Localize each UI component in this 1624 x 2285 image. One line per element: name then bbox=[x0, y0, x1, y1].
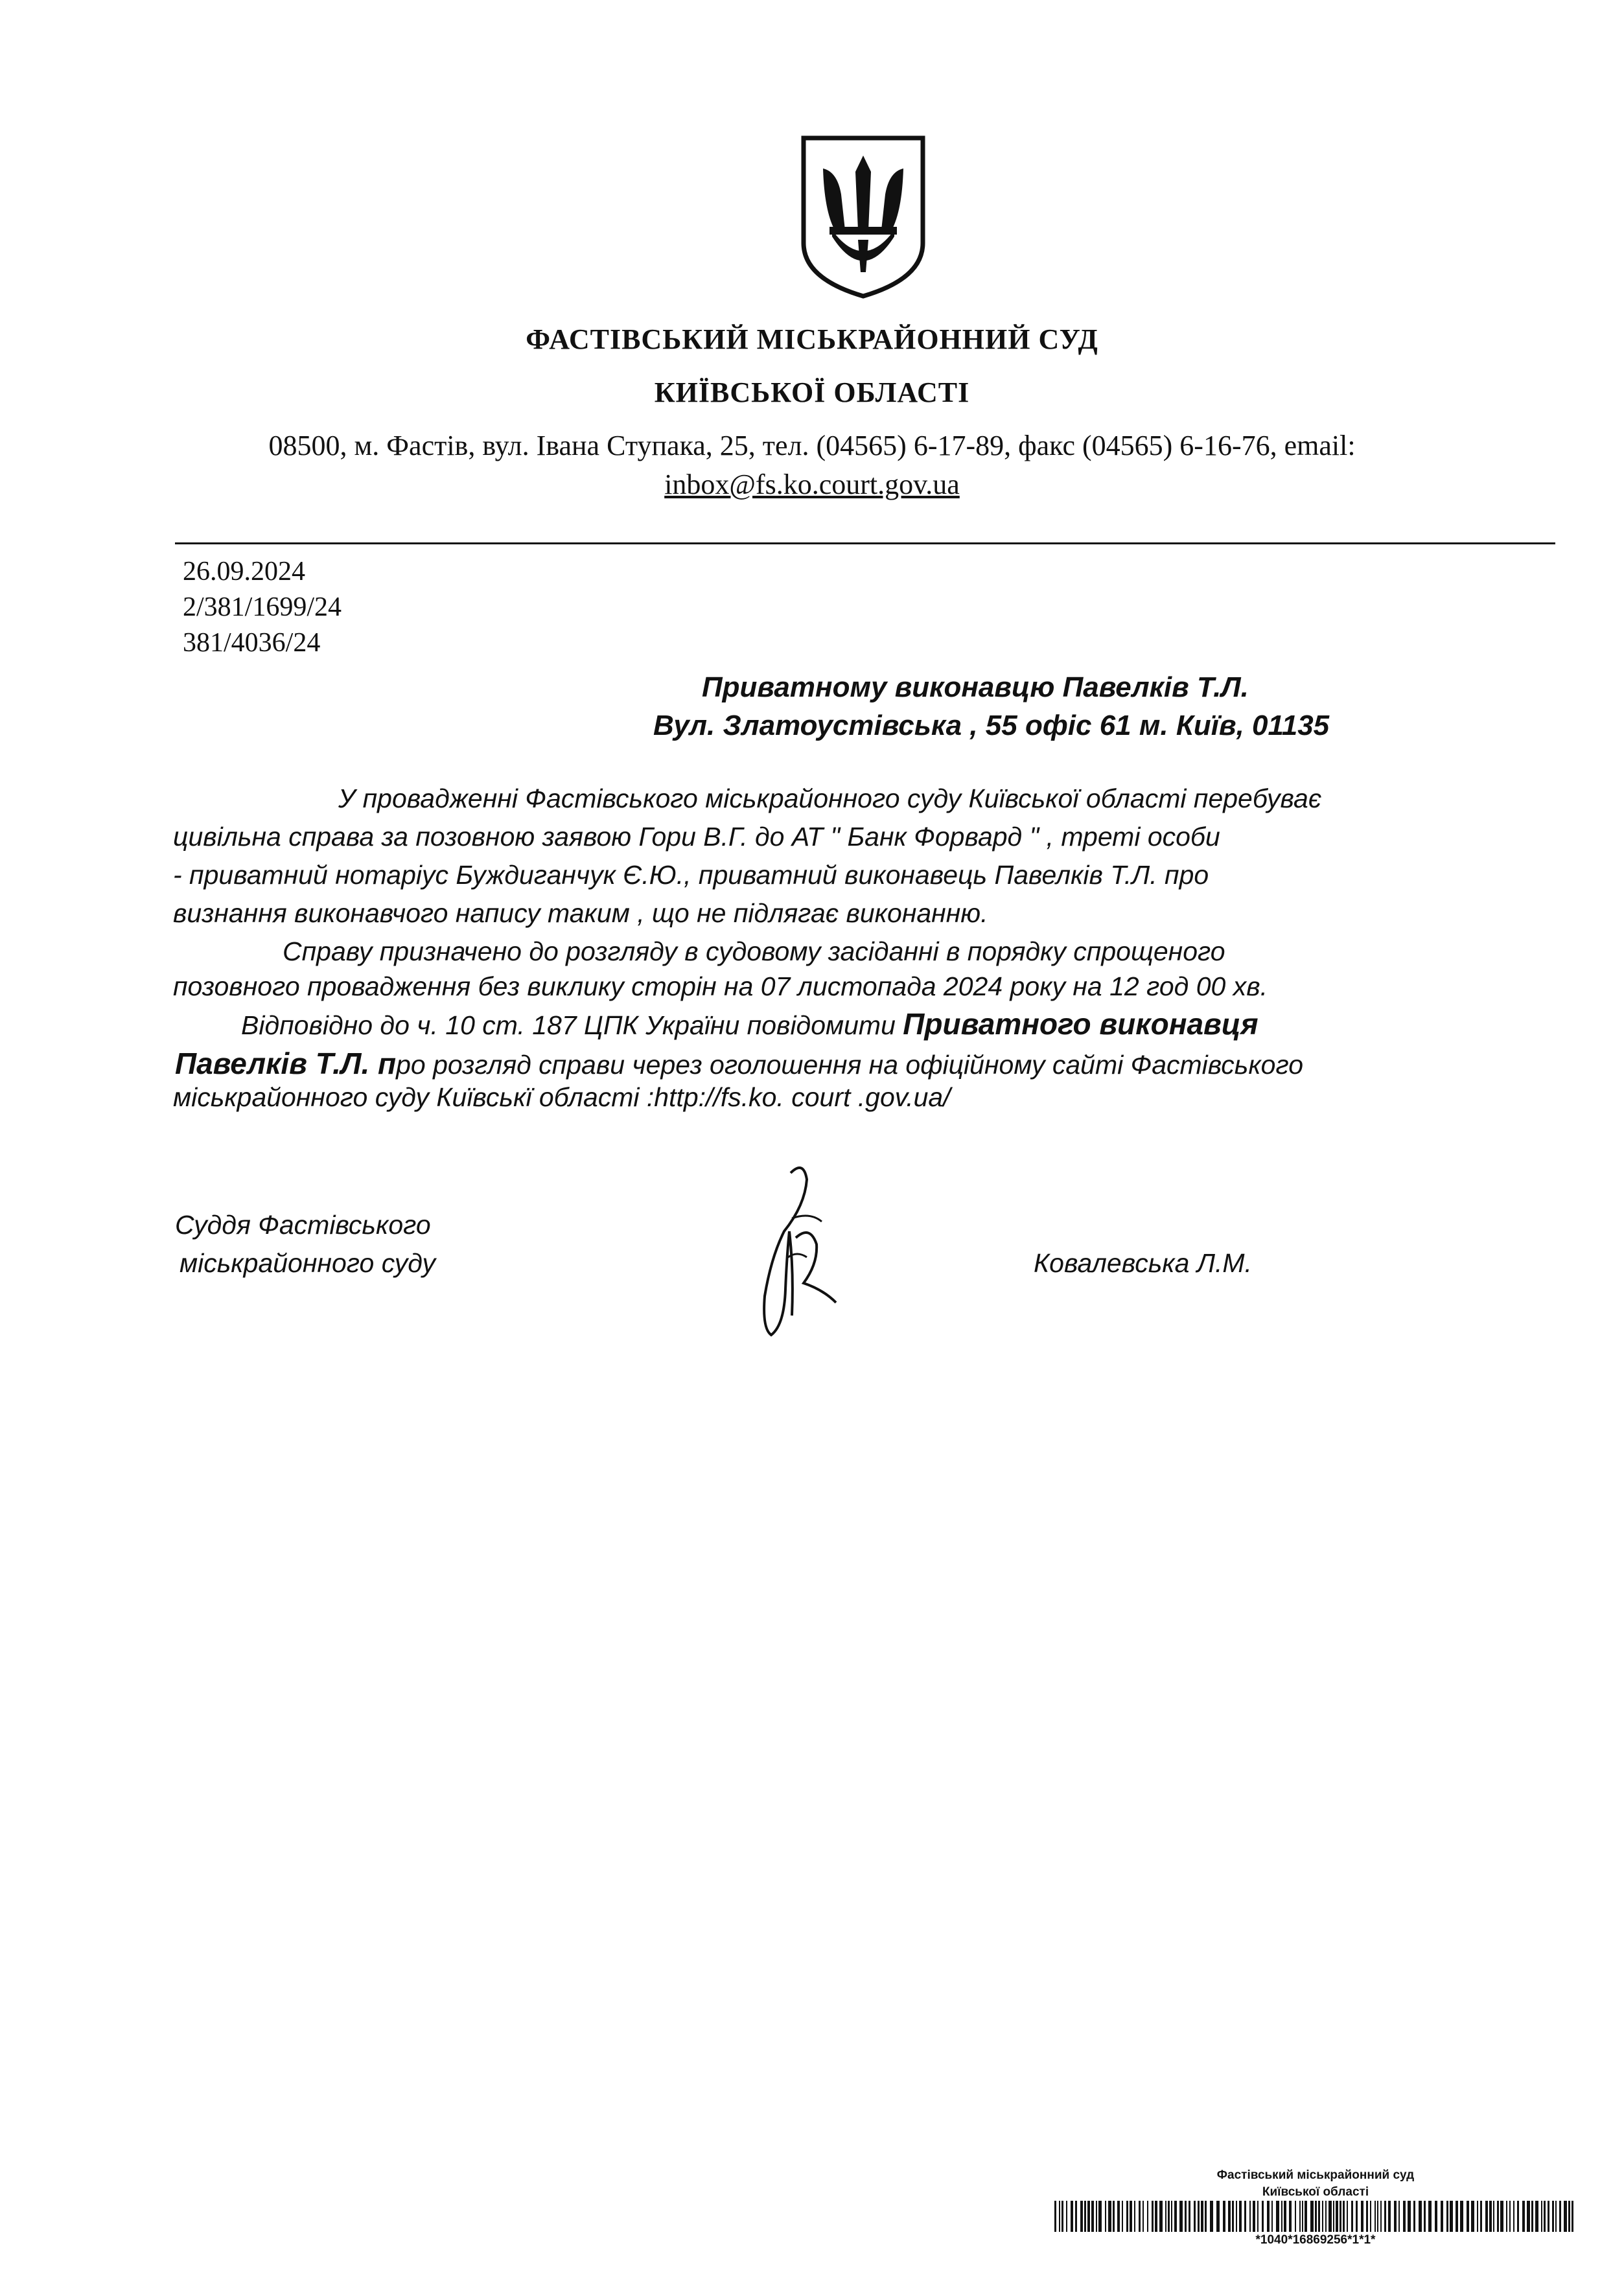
recipient-address: Вул. Златоустівська , 55 офіс 61 м. Київ, 01135 bbox=[653, 710, 1330, 741]
judge-title-line: Суддя Фастівського bbox=[175, 1210, 431, 1240]
body-text-emphasis: Павелків Т.Л. п bbox=[175, 1047, 397, 1080]
body-text-line: міськрайонного суду Київськї області :http://fs.ko. court .gov.ua/ bbox=[173, 1082, 951, 1112]
case-number: 381/4036/24 bbox=[183, 628, 321, 658]
letter-date: 26.09.2024 bbox=[183, 557, 305, 586]
barcode-number: *1040*16869256*1*1* bbox=[1255, 2233, 1376, 2247]
court-email-line bbox=[0, 468, 1624, 501]
court-address: 08500, м. Фастів, вул. Івана Ступака, 25, тел. (04565) 6-17-89, факс (04565) 6-16-76, email: bbox=[268, 430, 1356, 461]
body-text-fragment: Відповідно до ч. 10 ст. 187 ЦПК України повідомити bbox=[241, 1010, 903, 1040]
recipient-name: Приватному виконавцю Павелків Т.Л. bbox=[702, 671, 1249, 703]
coat-of-arms-emblem bbox=[798, 133, 928, 301]
outgoing-number: 2/381/1699/24 bbox=[183, 592, 342, 622]
body-text-line: - приватний нотаріус Буждиганчук Є.Ю., приватний виконавець Павелків Т.Л. про bbox=[173, 860, 1209, 890]
court-name: ФАСТІВСЬКИЙ МІСЬКРАЙОННИЙ СУД bbox=[526, 323, 1098, 355]
judge-signature bbox=[745, 1160, 855, 1348]
body-text-line: визнання виконавчого напису таким , що не підлягає виконанню. bbox=[173, 898, 988, 928]
court-email[interactable]: inbox@fs.ko.court.gov.ua bbox=[664, 469, 960, 500]
barcode bbox=[1053, 2201, 1578, 2232]
body-text-line: У провадженні Фастівського міськрайонного суду Київської області перебуває bbox=[338, 783, 1322, 813]
body-text-line bbox=[241, 1006, 1259, 1041]
body-text-emphasis: Приватного виконавця bbox=[903, 1007, 1259, 1041]
body-text-line bbox=[175, 1046, 1303, 1081]
stamp-court-name: Фастівський міськрайонний суд bbox=[1216, 2168, 1415, 2182]
reference-block bbox=[183, 554, 342, 661]
court-region: КИЇВСЬКОЇ ОБЛАСТІ bbox=[654, 377, 970, 408]
judge-name: Ковалевська Л.М. bbox=[1034, 1248, 1252, 1278]
judge-title-line: міськрайонного суду bbox=[180, 1248, 435, 1278]
stamp-region: Київської області bbox=[1262, 2185, 1369, 2199]
body-text-line: позовного провадження без виклику сторін на 07 листопада 2024 року на 12 год 00 хв. bbox=[173, 971, 1268, 1001]
body-text-line: Справу призначено до розгляду в судовому засіданні в порядку спрощеного bbox=[283, 936, 1225, 966]
header-divider bbox=[175, 542, 1555, 544]
body-text-fragment: ро розгляд справи через оголошення на офіційному сайті Фастівського bbox=[396, 1050, 1304, 1080]
body-text-line: цивільна справа за позовною заявою Гори В.Г. до АТ " Банк Форвард " , треті особи bbox=[173, 822, 1220, 852]
